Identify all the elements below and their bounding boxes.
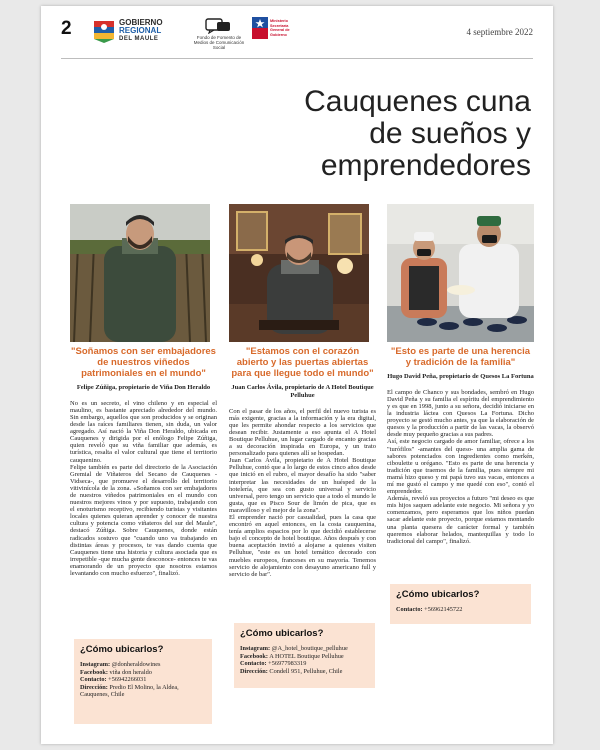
gob-logo-text: Ministerio Secretaría General de Gobierno [270,19,290,37]
article-column-hotel [229,204,376,578]
logo-gore-line2: REGIONAL [119,26,162,35]
newspaper-page [41,6,553,744]
contact-box-title: ¿Cómo ubicarlos? [240,628,324,639]
contact-label: Dirección: [80,683,108,691]
page-headline [191,86,531,182]
contact-instagram [80,661,206,669]
pull-quote: "Soñamos con ser embajadores de nuestros viñedos patrimoniales en el mundo" [71,346,216,379]
contact-box-hotel [234,623,375,688]
article-photo-hotel [229,204,369,342]
contact-value: @A_hotel_boutique_pelluhue [270,645,348,652]
paragraph: Felipe también es parte del directorio de la Asociación Gremial de Viñateros del Secano de Cauquenes -Vidseca-, que promueve el desarrollo del territorio vitivinícola de la zona. «Soñamos con ser embajadores de nuestros viñedos patrimoniales en el mundo con nuestros mejores vinos y por supuesto, trabajando con el enoturismo receptivo, recibiendo turistas y visitantes locales quienes quieran aprender y conocer de nuestra cultura y potencia como viñateros del sur del Maule", destacó Zúñiga. Sobre Cauquenes, donde están radicados sostuvo que "cuando uno va trabajando en distintas áreas y procesos, te vas dando cuenta que Cauquenes tiene una historia y cultura asociada que es irrepetible -que mucha gente desconoce- entonces te vas enamorando de un proyecto que nosotros estamos levantando con mucho esfuerzo", finalizó. [70,463,217,578]
page-date: 4 septiembre 2022 [466,27,533,37]
contact-value: @donheraldowines [110,661,161,668]
page-number: 2 [61,18,72,39]
logo-gore-line3: DEL MAULE [119,36,159,42]
article-column-vina [70,204,217,577]
contact-phone [240,660,369,668]
contact-label: Facebook: [240,652,268,660]
byline: Felipe Zúñiga, propietario de Viña Don Heraldo [76,384,211,391]
gobierno-regional-logo [93,19,163,43]
hotel-portrait-image [229,204,369,342]
contact-address [240,668,369,676]
contact-label: Contacto: [396,606,423,613]
contact-box-title: ¿Cómo ubicarlos? [396,589,480,600]
headline-line-1: Cauquenes cuna [304,85,531,118]
header-divider [61,58,533,59]
article-photo-vina [70,204,210,342]
cheese-makers-image [387,204,534,342]
contact-value: A HOTEL Boutique Pelluhue [267,652,344,660]
gobierno-regional-emblem-icon [93,19,115,43]
paragraph: Juan Carlos Ávila, propietario de A Hotel Boutique Pelluhue, contó que a lo largo de estos cinco años desde que inició en el rubro, el mayor desafío ha sido "saber interpretar las necesidades de un huésped de la hotelería, que sea con gusto universal y servicio universal, pero tengo un servicio que a todo el mundo le gusta, que es Pisco Sour de limón de pica, que es maravilloso y el mejor de la zona". [229,457,376,514]
contact-phone [80,676,206,684]
contact-box-vina [74,639,212,724]
contact-facebook [80,669,206,677]
fondo-medios-logo [189,18,247,48]
article-body [387,389,534,545]
paragraph: No es un secreto, el vino chileno y en especial el maulino, es bastante apreciado alrededor del mundo. Sin embargo, aquellos que son producidos y se originan desde las raíces familiares tienen, sin duda, un valor agregado. Así nació la Viña Don Heraldo, ubicada en Cauquenes y dirigida por el enólogo Felipe Zúñiga, quien reveló que su viña familiar que además, es turística, resalta el valor cultural que tiene el territorio cauquenino. [70,399,217,464]
paragraph: Con el pasar de los años, el perfil del nuevo turista es más exigente, gracias a la información y la era digital, que les permite ahondar respecto a los servicios que desean recibir. Justamente a eso apunta el A Hotel Boutique Pelluhue, un lugar cargado de encanto gracias a su decoración inspirada en Europa, y un trato personalizado para quienes allí se hospedan. [229,407,376,458]
contact-label: Facebook: [80,668,108,676]
contact-instagram [240,645,369,653]
contact-label: Contacto: [240,660,267,668]
byline: Hugo David Peña, propietario de Quesos La Fortuna [387,373,534,380]
contact-value: viña don heraldo [107,668,152,676]
headline-line-2: de sueños y [369,117,531,150]
contact-value: Condell 951, Pelluhue, Chile [267,667,343,675]
pull-quote: "Estamos con el corazón abierto y las puertas abiertas para que llegue todo el mundo" [231,346,374,379]
contact-facebook [240,653,369,661]
pull-quote: "Esto es parte de una herencia y tradición de la familia" [390,346,531,368]
contact-label: Dirección: [240,667,268,675]
contact-label: Instagram: [80,661,111,668]
chile-flag-icon [252,17,268,39]
speech-bubble-icon [205,18,231,34]
logo-gore-line1: GOBIERNO [119,18,163,27]
contact-address [80,684,206,699]
article-body [229,408,376,578]
paragraph: El campo de Chanco y sus bondades, sembró en Hugo David Peña y su familia el espíritu del emprendimiento y es que en 1998, junto a su señora, decidió iniciarse en la industria láctea con Quesos La Fortuna. Dicho proyecto se gestó mucho antes, ya que la elaboración de quesos y la producción a partir de las vacas, la observó desde muy pequeño gracias a sus padres. [387,388,534,439]
byline: Juan Carlos Ávila, propietario de A Hotel Boutique Pelluhue [231,384,374,399]
fondo-logo-text: Fondo de Fomento de Medios de Comunicación Social [193,35,245,50]
contact-value: +56942266031 [106,676,147,684]
article-column-quesos [387,204,534,545]
vineyard-portrait-image [70,204,210,342]
contact-value: +56977983319 [266,660,307,668]
contact-box-quesos [390,584,531,624]
paragraph: El emprender nació por casualidad, pues la casa que encontró en aquel entonces, en la costa cauquenina, tenía amplios espacios por lo que decidió establecerse bajo el concepto de hotel boutique. Años después y con buena aceptación invitó a alojarse a quienes visiten Pelluhue, "este es un hotel temático decorado con muebles europeos, franceses en su mayoría. Tenemos servicio de alojamiento con desayuno americano full y servicio de bar". [229,514,376,578]
contact-value: +56962145722 [422,606,463,613]
headline-line-3: emprendedores [320,149,531,182]
paragraph: Además, reveló sus proyectos a futuro "mi deseo es que mis hijos saquen adelante este negocio. Mi señora y yo comenzamos, pero esperamos que los niños puedan sacar adelante este proyecto, porque estamos montando una planta quesera de carácter formal y también queremos elaborar helados, mantequillas y todo lo tradicional del campo", finalizó. [387,495,534,545]
contact-box-title: ¿Cómo ubicarlos? [80,644,164,655]
contact-label: Contacto: [80,676,107,684]
contact-label: Instagram: [240,645,271,652]
contact-value: Predio El Molino, la Aldea, Cauquenes, Chile [80,683,179,699]
article-body [70,400,217,577]
gobierno-chile-logo [252,17,296,51]
paragraph: Así, este negocio cargado de amor familiar, ofrece a los "turófilos" -amantes del queso- una amplia gama de sabores potenciados con ingredientes como merkén, ciboulette u orégano. "Esto es parte de una herencia y tradición que traemos de la familia, pues siempre mi mamá hizo queso y mi papá tuvo sus vacas, entonces a mí me gustó el campo y me quedé con eso", contó el emprendedor. [387,438,534,496]
article-photo-quesos [387,204,534,342]
contact-phone [396,606,525,614]
